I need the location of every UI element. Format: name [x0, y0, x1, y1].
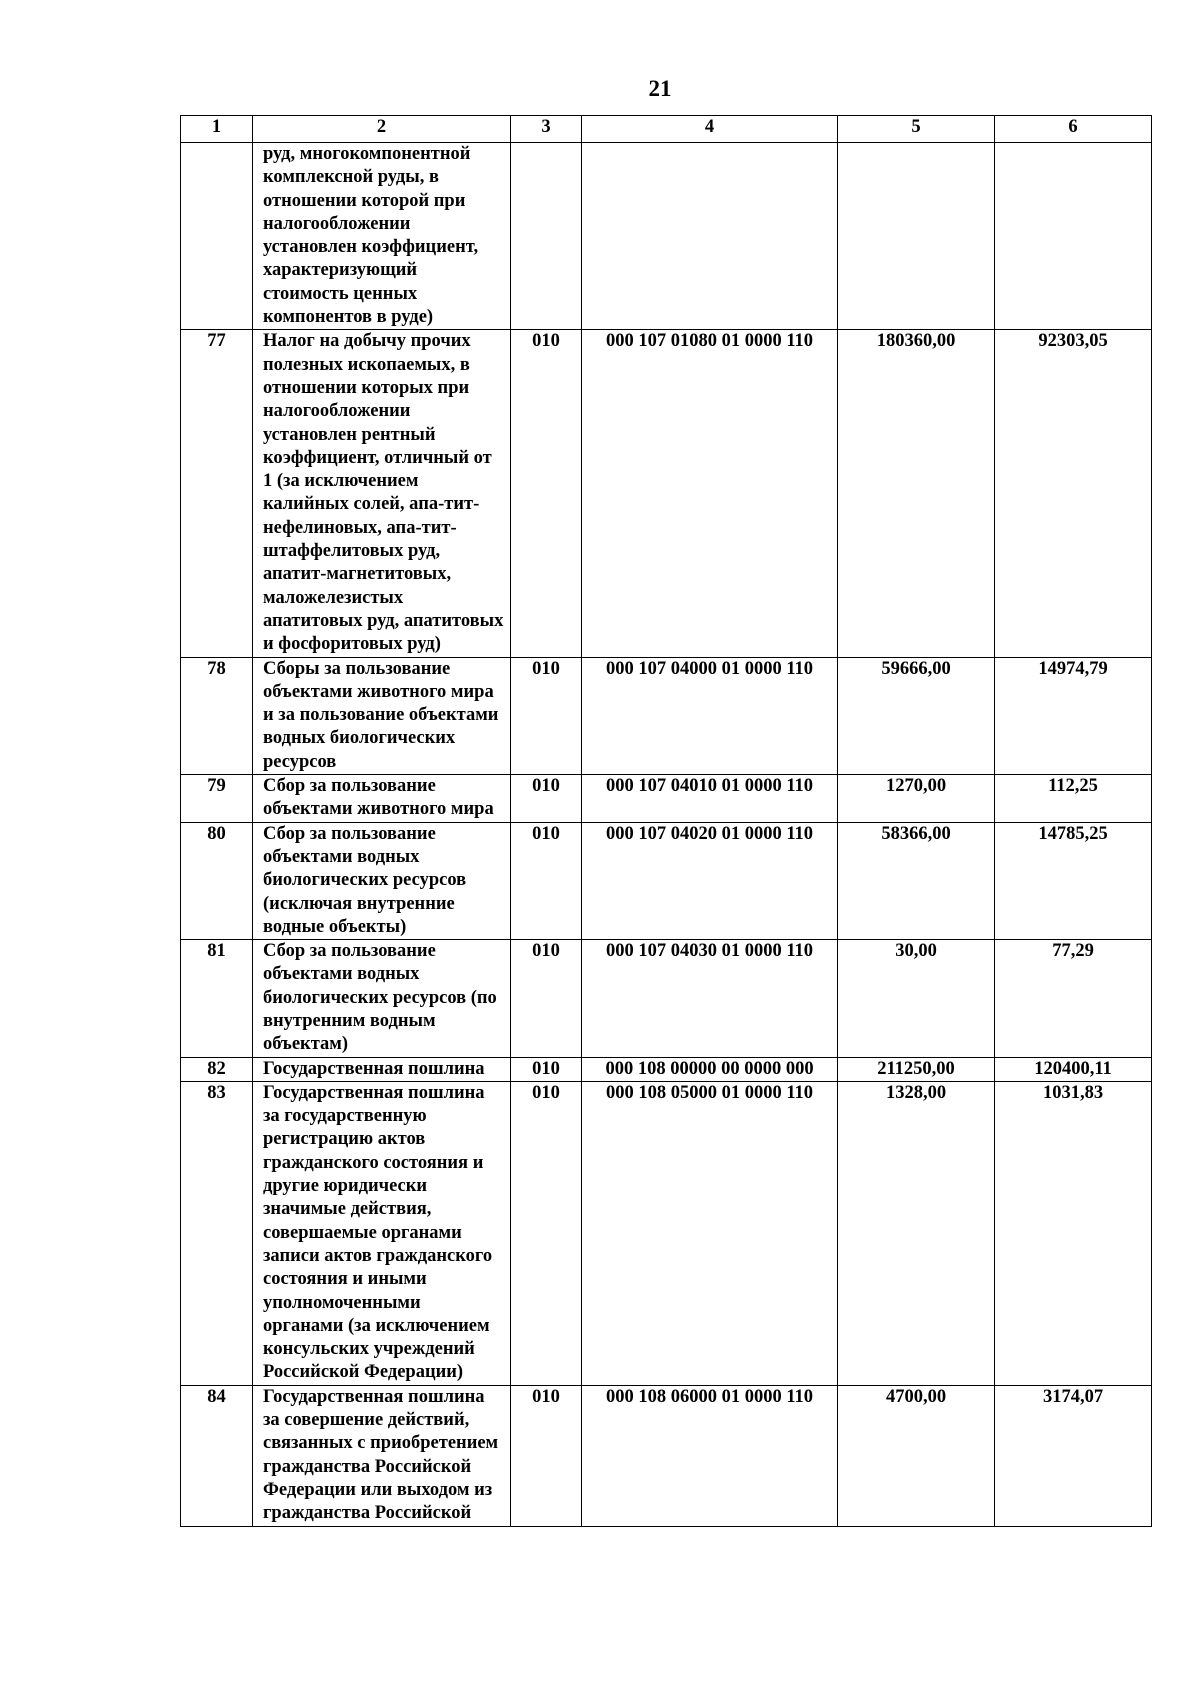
row-kbk: 000 108 00000 00 0000 000	[582, 1057, 838, 1081]
row-value-6	[995, 143, 1152, 330]
table-header-row	[181, 116, 1152, 143]
row-number: 82	[181, 1057, 253, 1081]
table-row	[181, 1081, 1152, 1385]
table-row	[181, 330, 1152, 657]
row-number: 81	[181, 940, 253, 1057]
table-row	[181, 1057, 1152, 1081]
row-kbk: 000 107 04030 01 0000 110	[582, 940, 838, 1057]
row-code: 010	[511, 1057, 582, 1081]
row-name: Сбор за пользование объектами водных биологических ресурсов (исключая внутренние водные объекты)	[253, 822, 511, 939]
row-name: Государственная пошлина за совершение действий, связанных с приобретением гражданства Российской Федерации или выходом из гражданства Российской	[253, 1385, 511, 1526]
row-code: 010	[511, 657, 582, 774]
row-code: 010	[511, 1385, 582, 1526]
row-value-5: 58366,00	[838, 822, 995, 939]
row-number	[181, 143, 253, 330]
row-value-5: 59666,00	[838, 657, 995, 774]
row-value-6: 3174,07	[995, 1385, 1152, 1526]
row-name: Государственная пошлина	[253, 1057, 511, 1081]
row-value-6: 92303,05	[995, 330, 1152, 657]
row-number: 83	[181, 1081, 253, 1385]
table-row	[181, 822, 1152, 939]
column-header-3: 3	[511, 116, 582, 143]
row-kbk	[582, 143, 838, 330]
row-kbk: 000 108 06000 01 0000 110	[582, 1385, 838, 1526]
table-row	[181, 143, 1152, 330]
row-value-5: 30,00	[838, 940, 995, 1057]
table-row	[181, 657, 1152, 774]
row-value-5: 1270,00	[838, 775, 995, 823]
row-value-5: 211250,00	[838, 1057, 995, 1081]
row-name: руд, многокомпонентной комплексной руды, в отношении которой при налогообложении установлен коэффициент, характеризующий стоимость ценных компонентов в руде)	[253, 143, 511, 330]
row-number: 79	[181, 775, 253, 823]
row-name: Сбор за пользование объектами животного мира	[253, 775, 511, 823]
row-value-5	[838, 143, 995, 330]
row-value-6: 1031,83	[995, 1081, 1152, 1385]
row-number: 78	[181, 657, 253, 774]
row-value-5: 4700,00	[838, 1385, 995, 1526]
row-number: 77	[181, 330, 253, 657]
row-kbk: 000 107 04000 01 0000 110	[582, 657, 838, 774]
row-name: Налог на добычу прочих полезных ископаемых, в отношении которых при налогообложении установлен рентный коэффициент, отличный от 1 (за исключением калийных солей, апа-тит-нефелиновых, апа-тит-штаффелитовых руд, апатит-магнетитовых, маложелезистых апатитовых руд, апатитовых и фосфоритовых руд)	[253, 330, 511, 657]
row-value-5: 180360,00	[838, 330, 995, 657]
row-kbk: 000 107 01080 01 0000 110	[582, 330, 838, 657]
page-number: 21	[648, 76, 672, 101]
row-number: 84	[181, 1385, 253, 1526]
row-name: Сборы за пользование объектами животного мира и за пользование объектами водных биологических ресурсов	[253, 657, 511, 774]
column-header-6: 6	[995, 116, 1152, 143]
column-header-1: 1	[181, 116, 253, 143]
row-value-6: 112,25	[995, 775, 1152, 823]
row-value-6: 77,29	[995, 940, 1152, 1057]
table-row	[181, 775, 1152, 823]
row-code: 010	[511, 940, 582, 1057]
row-value-6: 120400,11	[995, 1057, 1152, 1081]
revenue-table	[180, 115, 1152, 1527]
table-row	[181, 1385, 1152, 1526]
column-header-2: 2	[253, 116, 511, 143]
row-name: Сбор за пользование объектами водных биологических ресурсов (по внутренним водным объектам)	[253, 940, 511, 1057]
row-code: 010	[511, 822, 582, 939]
row-kbk: 000 108 05000 01 0000 110	[582, 1081, 838, 1385]
row-value-6: 14974,79	[995, 657, 1152, 774]
column-header-4: 4	[582, 116, 838, 143]
row-name: Государственная пошлина за государственную регистрацию актов гражданского состояния и другие юридически значимые действия, совершаемые органами записи актов гражданского состояния и иными уполномоченными органами (за исключением консульских учреждений Российской Федерации)	[253, 1081, 511, 1385]
row-value-6: 14785,25	[995, 822, 1152, 939]
row-code: 010	[511, 330, 582, 657]
row-number: 80	[181, 822, 253, 939]
row-kbk: 000 107 04020 01 0000 110	[582, 822, 838, 939]
row-value-5: 1328,00	[838, 1081, 995, 1385]
column-header-5: 5	[838, 116, 995, 143]
row-kbk: 000 107 04010 01 0000 110	[582, 775, 838, 823]
row-code: 010	[511, 775, 582, 823]
row-code	[511, 143, 582, 330]
row-code: 010	[511, 1081, 582, 1385]
table-row	[181, 940, 1152, 1057]
